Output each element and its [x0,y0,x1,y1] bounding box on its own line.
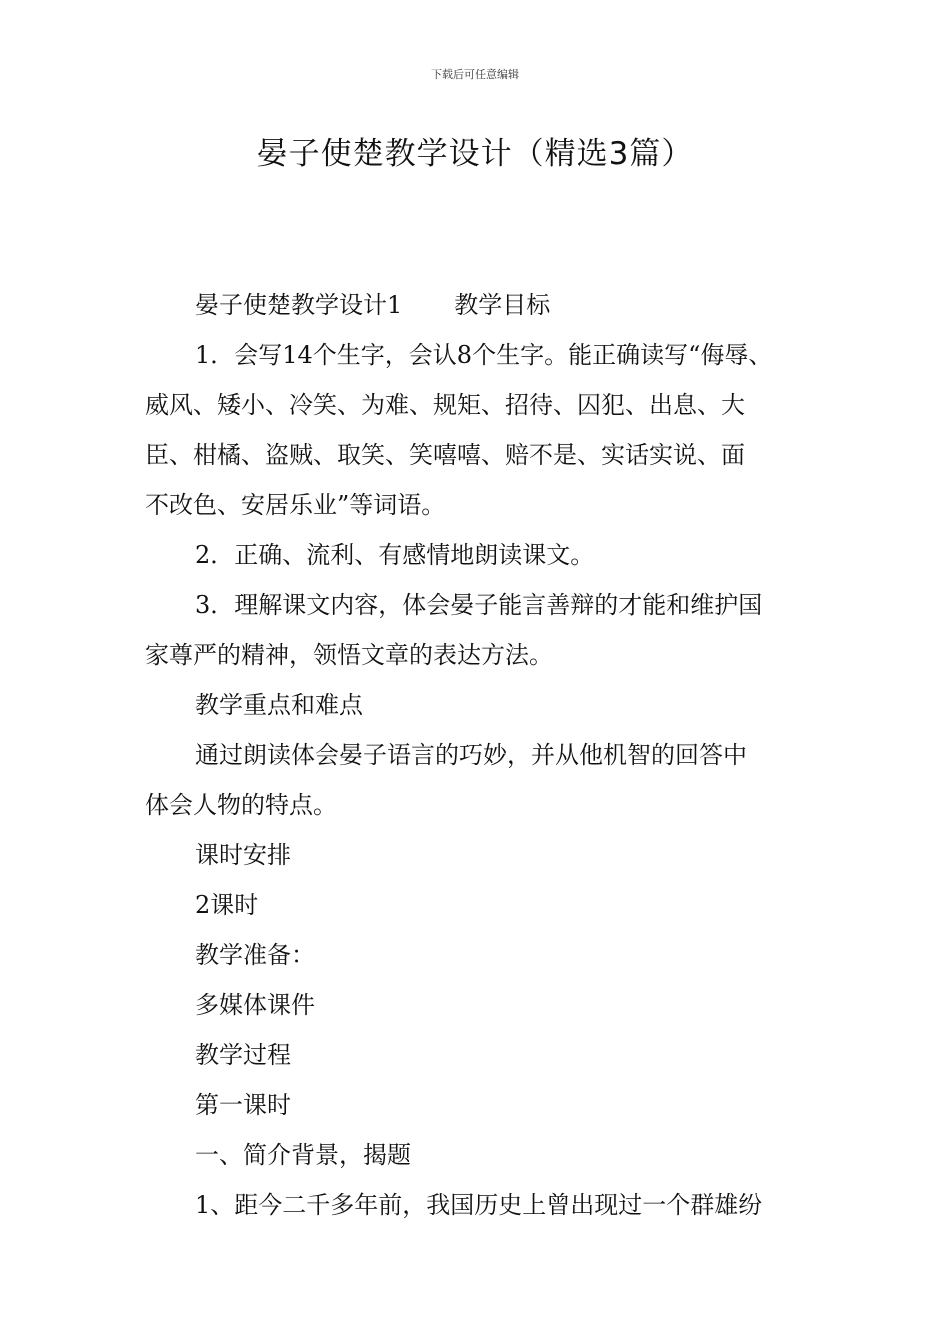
text-line: 1．会写14个生字，会认8个生字。能正确读写“侮辱、 [195,341,773,369]
section-title-line [145,280,810,330]
text-line: 2课时 [195,891,259,919]
text-line: 通过朗读体会晏子语言的巧妙，并从他机智的回答中 [195,741,747,769]
text-line: 体会人物的特点。 [145,791,337,819]
document-title: 晏子使楚教学设计（精选3篇） [256,136,694,172]
text-line: 一、简介背景，揭题 [195,1141,411,1169]
section-heading: 教学目标 [454,291,551,319]
document-body [145,280,810,1230]
section-title: 晏子使楚教学设计1 [195,291,403,319]
text-line: 课时安排 [195,841,291,869]
text-line: 臣、柑橘、盗贼、取笑、笑嘻嘻、赔不是、实话实说、面 [145,441,745,469]
text-line: 1、距今二千多年前，我国历史上曾出现过一个群雄纷 [195,1191,763,1219]
text-line: 第一课时 [195,1091,291,1119]
text-line: 不改色、安居乐业”等词语。 [145,491,446,519]
paragraph-lines [145,330,810,1230]
text-line: 2．正确、流利、有感情地朗读课文。 [195,541,595,569]
text-line: 多媒体课件 [195,991,315,1019]
text-line: 家尊严的精神，领悟文章的表达方法。 [145,641,553,669]
page-header-note: 下载后可任意编辑 [431,68,519,81]
text-line: 威风、矮小、冷笑、为难、规矩、招待、囚犯、出息、大 [145,391,745,419]
text-line: 教学过程 [195,1041,291,1069]
text-line: 教学重点和难点 [195,691,363,719]
text-line: 3．理解课文内容，体会晏子能言善辩的才能和维护国 [195,591,763,619]
text-line: 教学准备： [195,941,315,969]
